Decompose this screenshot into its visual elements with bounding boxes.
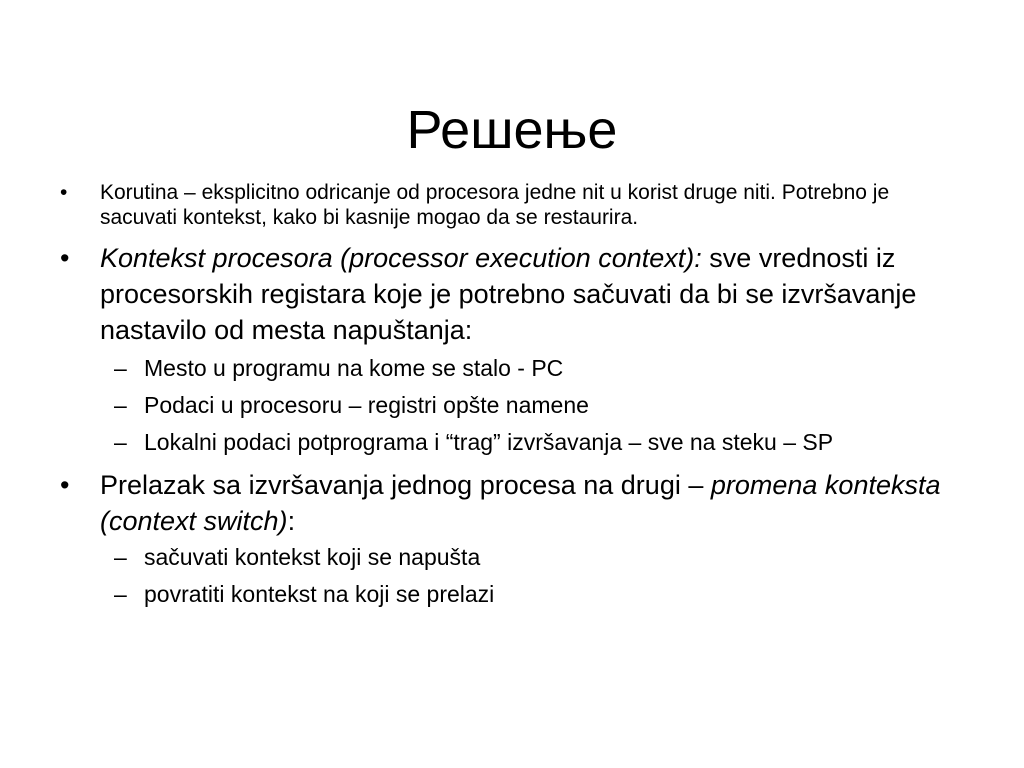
dash-mark: –: [114, 429, 127, 455]
bullet-text: sve vrednosti iz procesorskih registara koje je potrebno sačuvati da bi se izvršavanje nastavilo od mesta napuštanja:: [100, 243, 917, 345]
bullet-coroutine: [60, 180, 960, 230]
bullet-text-suffix: :: [287, 506, 296, 536]
subitem-pc: [60, 354, 960, 383]
subitem-text: sačuvati kontekst koji se napušta: [144, 544, 481, 570]
subitem-registers: [60, 391, 960, 420]
slide-title: Решење: [406, 100, 618, 161]
bullet-mark: •: [60, 470, 70, 500]
subitem-restore-context: [60, 580, 960, 609]
subitem-text: povratiti kontekst na koji se prelazi: [144, 581, 495, 607]
bullet-text: Prelazak sa izvršavanja jednog procesa na drugi –: [100, 470, 711, 500]
dash-mark: –: [114, 581, 127, 607]
bullet-term: Kontekst procesora (processor execution context):: [100, 243, 702, 273]
slide-body: [60, 180, 960, 617]
bullet-context-switch: [60, 467, 960, 539]
bullet-processor-context: [60, 240, 960, 348]
subitem-text: Lokalni podaci potprograma i “trag” izvršavanja – sve na steku – SP: [144, 429, 834, 455]
subitem-save-context: [60, 543, 960, 572]
subitem-text: Mesto u programu na kome se stalo - PC: [144, 355, 564, 381]
dash-mark: –: [114, 392, 127, 418]
dash-mark: –: [114, 544, 127, 570]
bullet-mark: •: [60, 243, 70, 273]
subitem-stack: [60, 428, 960, 457]
bullet-mark: •: [60, 181, 68, 204]
dash-mark: –: [114, 355, 127, 381]
subitem-text: Podaci u procesoru – registri opšte namene: [144, 392, 589, 418]
bullet-text: Korutina – eksplicitno odricanje od procesora jedne nit u korist druge niti. Potrebno je sacuvati kontekst, kako bi kasnije mogao da se restaurira.: [100, 181, 890, 229]
bullet-term: promena konteksta (context switch): [100, 470, 941, 536]
